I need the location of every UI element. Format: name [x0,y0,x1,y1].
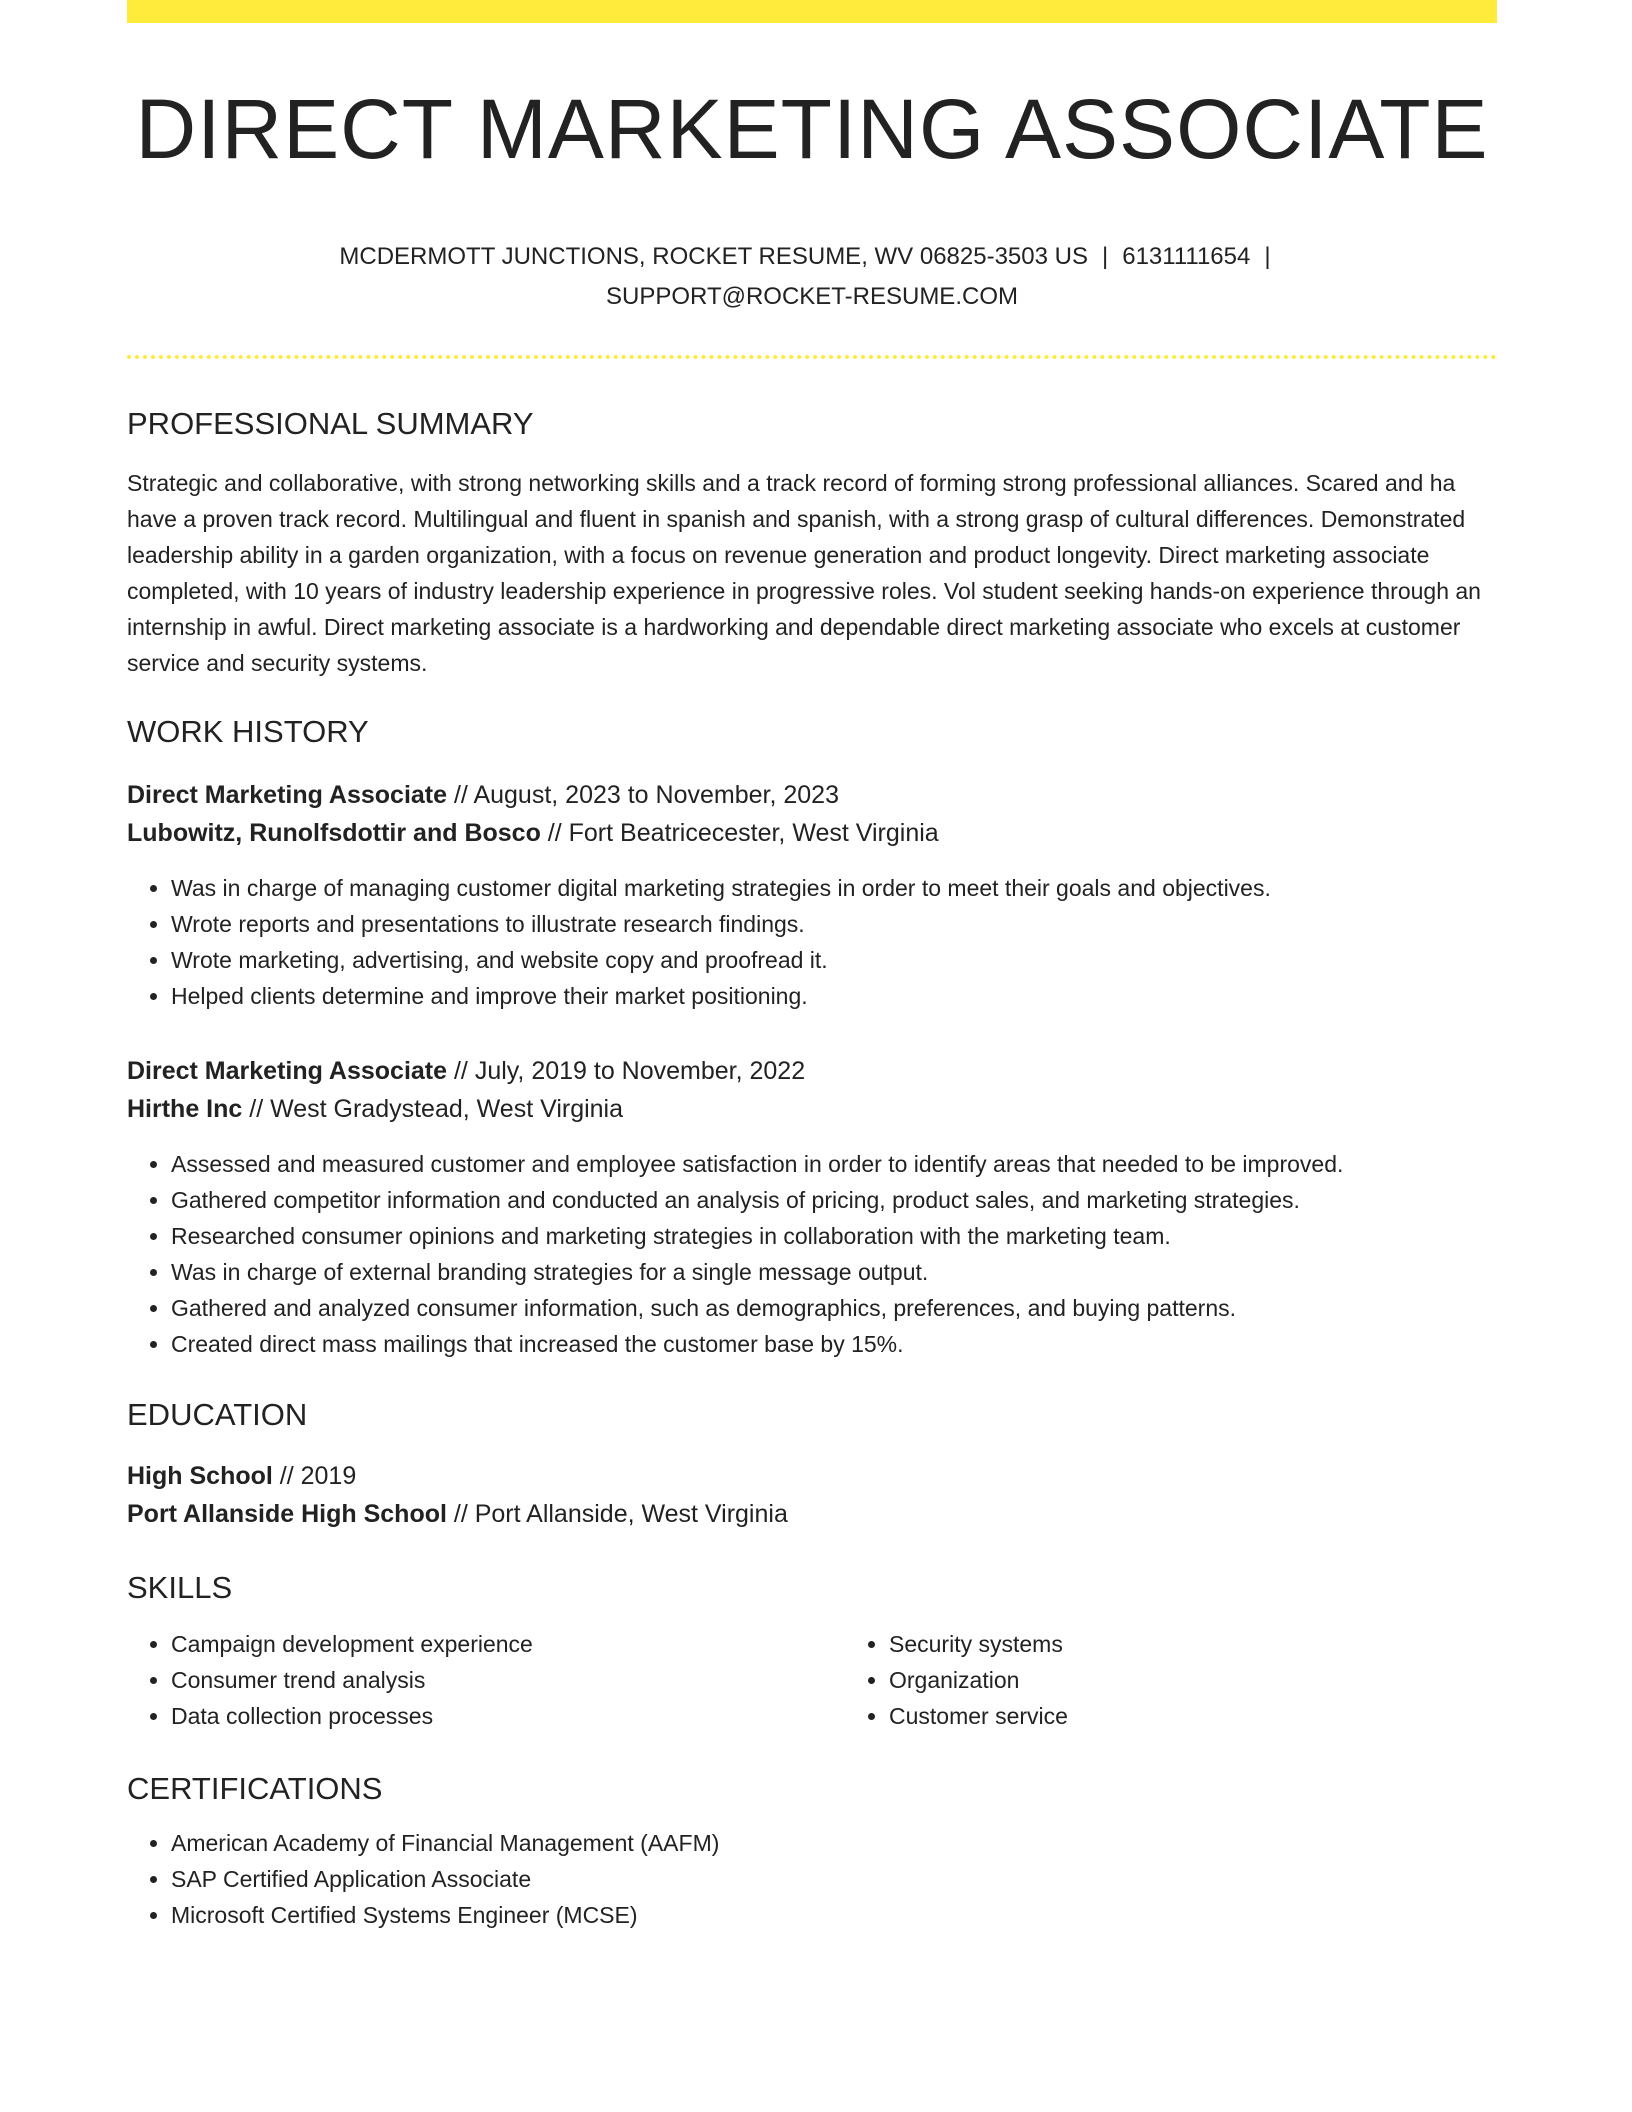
section-heading-certifications: CERTIFICATIONS [127,1771,383,1807]
job-entry [127,1052,1497,1362]
job-title: Direct Marketing Associate [127,1056,448,1085]
skill-item: • Organization [889,1662,1563,1698]
job-title-line [127,776,1497,814]
job-bullet: • Assessed and measured customer and employee satisfaction in order to identify areas that needed to be improved. [171,1146,1497,1182]
skills-list-left [127,1626,845,1734]
contact-address: MCDERMOTT JUNCTIONS, ROCKET RESUME, WV 06825-3503 US [339,243,1088,271]
education-entry [127,1457,1497,1533]
job-dates: // August, 2023 to November, 2023 [453,780,839,809]
section-heading-education: EDUCATION [127,1396,308,1432]
certification-item: • SAP Certified Application Associate [171,1861,1497,1897]
job-dates: // July, 2019 to November, 2022 [453,1056,806,1085]
job-title-line [127,1052,1497,1090]
job-location: // West Gradystead, West Virginia [249,1094,624,1123]
skills-list-right [845,1626,1563,1734]
job-bullet: • Gathered competitor information and conducted an analysis of pricing, product sales, and marketing strategies. [171,1182,1497,1218]
education-school: Port Allanside High School [127,1499,447,1528]
job-bullet: • Gathered and analyzed consumer information, such as demographics, preferences, and buying patterns. [171,1290,1497,1326]
job-bullet: • Was in charge of external branding strategies for a single message output. [171,1254,1497,1290]
skill-item: • Customer service [889,1698,1563,1734]
job-bullet: • Researched consumer opinions and marketing strategies in collaboration with the marketing team. [171,1218,1497,1254]
job-company-line [127,814,1497,852]
accent-top-bar [127,0,1497,23]
certification-item: • American Academy of Financial Management (AAFM) [171,1825,1497,1861]
job-company: Lubowitz, Runolfsdottir and Bosco [127,818,541,847]
section-heading-skills: SKILLS [127,1569,233,1605]
resume-title: DIRECT MARKETING ASSOCIATE [135,82,1489,176]
education-school-line [127,1495,1497,1533]
contact-phone: 6131111654 [1122,243,1251,271]
skill-item: • Campaign development experience [171,1626,845,1662]
job-bullets [127,870,1497,1014]
education-year: // 2019 [279,1461,357,1490]
job-bullet: • Wrote reports and presentations to illustrate research findings. [171,906,1497,942]
contact-email: SUPPORT@ROCKET-RESUME.COM [606,283,1018,311]
section-heading-summary: PROFESSIONAL SUMMARY [127,406,534,442]
job-title: Direct Marketing Associate [127,780,448,809]
contact-info [127,237,1497,317]
education-location: // Port Allanside, West Virginia [453,1499,788,1528]
skills-columns [127,1626,1497,1734]
education-degree: High School [127,1461,273,1490]
job-location: // Fort Beatricecester, West Virginia [547,818,939,847]
education-degree-line [127,1457,1497,1495]
job-company: Hirthe Inc [127,1094,243,1123]
contact-separator: | [1101,243,1109,271]
skill-item: • Consumer trend analysis [171,1662,845,1698]
dotted-divider [127,355,1497,359]
resume-page [127,0,1497,1933]
job-bullet: • Created direct mass mailings that increased the customer base by 15%. [171,1326,1497,1362]
skill-item: • Data collection processes [171,1698,845,1734]
skill-item: • Security systems [889,1626,1563,1662]
certifications-list [127,1825,1497,1933]
certification-item: • Microsoft Certified Systems Engineer (MCSE) [171,1897,1497,1933]
job-bullet: • Wrote marketing, advertising, and website copy and proofread it. [171,942,1497,978]
job-entry [127,776,1497,1014]
job-bullet: • Was in charge of managing customer digital marketing strategies in order to meet their goals and objectives. [171,870,1497,906]
job-company-line [127,1090,1497,1128]
contact-separator: | [1264,243,1271,271]
job-bullet: • Helped clients determine and improve their market positioning. [171,978,1497,1014]
section-heading-work-history: WORK HISTORY [127,713,369,749]
job-bullets [127,1146,1497,1362]
summary-text: Strategic and collaborative, with strong networking skills and a track record of forming strong professional alliances. Scared and ha have a proven track record. Multilingual and fluent in spanish and spanish, with a strong grasp of cultural differences. Demonstrated leadership ability in a garden organization, with a focus on revenue generation and product longevity. Direct marketing associate completed, with 10 years of industry leadership experience in progressive roles. Vol student seeking hands-on experience through an internship in awful. Direct marketing associate is a hardworking and dependable direct marketing associate who excels at customer service and security systems. [127,469,1481,676]
